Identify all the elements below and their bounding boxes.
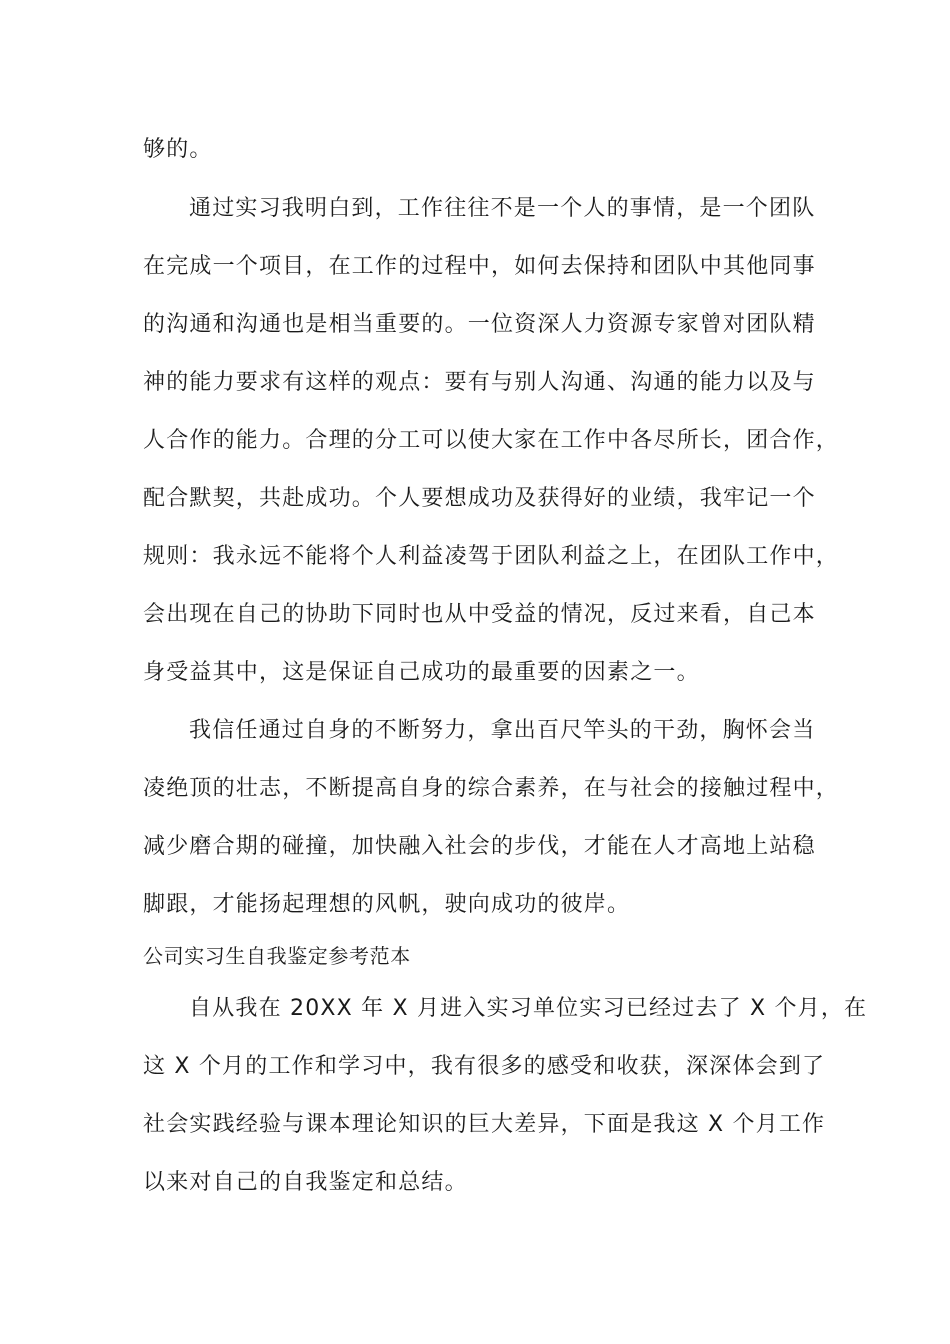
section-title: 公司实习生自我鉴定参考范本 (143, 944, 411, 968)
paragraph-first-line: 通过实习我明白到，工作往往不是一个人的事情，是一个团队 (189, 196, 816, 221)
text-line: 这 X 个月的工作和学习中，我有很多的感受和收获，深深体会到了 (143, 1054, 826, 1079)
text-line: 社会实践经验与课本理论知识的巨大差异，下面是我这 X 个月工作 (143, 1112, 826, 1137)
text-line: 以来对自己的自我鉴定和总结。 (143, 1170, 468, 1195)
text-line: 身受益其中，这是保证自己成功的最重要的因素之一。 (143, 660, 700, 685)
text-line: 神的能力要求有这样的观点：要有与别人沟通、沟通的能力以及与 (143, 370, 816, 395)
paragraph-first-line: 自从我在 20XX 年 X 月进入实习单位实习已经过去了 X 个月，在 (189, 996, 868, 1021)
text-line: 减少磨合期的碰撞，加快融入社会的步伐，才能在人才高地上站稳 (143, 834, 816, 859)
paragraph-first-line: 我信任通过自身的不断努力，拿出百尺竿头的干劲，胸怀会当 (189, 718, 816, 743)
text-line: 在完成一个项目，在工作的过程中，如何去保持和团队中其他同事 (143, 254, 816, 279)
text-line: 人合作的能力。合理的分工可以使大家在工作中各尽所长，团合作， (143, 428, 840, 453)
text-line: 规则：我永远不能将个人利益凌驾于团队利益之上，在团队工作中， (143, 544, 840, 569)
text-line: 脚跟，才能扬起理想的风帆，驶向成功的彼岸。 (143, 892, 631, 917)
text-line: 凌绝顶的壮志，不断提高自身的综合素养，在与社会的接触过程中， (143, 776, 840, 801)
text-line: 够的。 (143, 137, 213, 162)
text-line: 配合默契，共赴成功。个人要想成功及获得好的业绩，我牢记一个 (143, 486, 816, 511)
text-line: 的沟通和沟通也是相当重要的。一位资深人力资源专家曾对团队精 (143, 312, 816, 337)
text-line: 会出现在自己的协助下同时也从中受益的情况，反过来看，自己本 (143, 602, 816, 627)
